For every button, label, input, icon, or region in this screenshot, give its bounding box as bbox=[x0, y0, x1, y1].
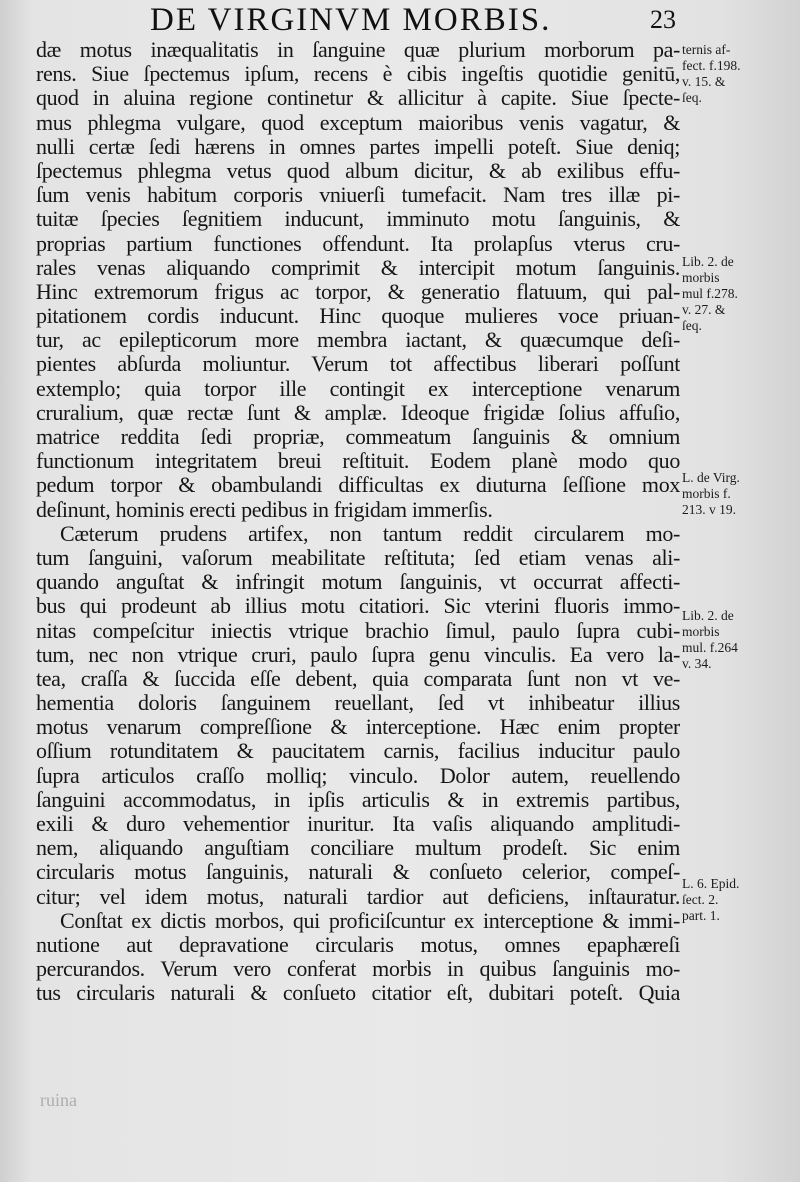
margin-note-line: v. 34. bbox=[682, 656, 712, 671]
margin-note bbox=[682, 42, 740, 106]
margin-note-line: Lib. 2. de bbox=[682, 254, 734, 269]
text-line: motus venarum compreſſione & interceptione. Hæc enim propter bbox=[36, 715, 680, 740]
margin-note-line: morbis f. bbox=[682, 486, 731, 501]
text-line: quod in aluina regione continetur & allicitur à capite. Siue ſpecte- bbox=[36, 86, 680, 111]
text-line: tum ſanguini, vaſorum meabilitate reſtituta; ſed etiam venas ali- bbox=[36, 545, 680, 570]
text-line: pitationem cordis inducunt. Hinc quoque mulieres voce priuan- bbox=[36, 304, 680, 329]
text-line: rens. Siue ſpectemus ipſum, recens è cibis ingeſtis quotidie genitū, bbox=[36, 62, 680, 87]
margin-note-line: v. 15. & bbox=[682, 74, 726, 89]
margin-note-line: morbis bbox=[682, 270, 720, 285]
margin-note-line: ternis af- bbox=[682, 42, 731, 57]
text-line: tus circularis naturali & conſueto citatior eſt, dubitari poteſt. Quia bbox=[36, 981, 680, 1006]
text-line: citur; vel idem motus, naturali tardior aut deficiens, inſtauratur. bbox=[36, 884, 680, 909]
text-line: cruralium, quæ rectæ ſunt & amplæ. Ideoque frigidæ ſolius affuſio, bbox=[36, 400, 680, 425]
text-line: ſum venis habitum corporis vniuerſi tumefacit. Nam tres illæ pi- bbox=[36, 183, 680, 208]
margin-note-line: part. 1. bbox=[682, 908, 720, 923]
margin-note-line: ſect. 2. bbox=[682, 892, 719, 907]
margin-note bbox=[682, 608, 738, 672]
margin-note-line: Lib. 2. de bbox=[682, 608, 734, 623]
text-line: tur, ac epilepticorum more membra iactant, & quæcumque deſi- bbox=[36, 328, 680, 353]
text-line: rales venas aliquando comprimit & intercipit motum ſanguinis. bbox=[36, 255, 680, 280]
text-line: oſſium rotunditatem & paucitatem carnis, facilius inducitur paulo bbox=[36, 739, 680, 764]
text-line: bus qui prodeunt ab illius motu citatiori. Sic vterini fluoris immo- bbox=[36, 594, 680, 619]
text-line: circularis motus ſanguinis, naturali & conſueto celerior, compeſ- bbox=[36, 860, 680, 885]
text-line: proprias partium functiones offendunt. Ita prolapſus vterus cru- bbox=[36, 231, 680, 256]
catchword: ruina bbox=[40, 1090, 77, 1110]
text-line: tea, craſſa & ſuccida eſſe debent, quia comparata ſunt non vt ve- bbox=[36, 666, 680, 691]
margin-note-line: L. de Virg. bbox=[682, 470, 740, 485]
text-line: tuitæ ſpecies ſegnitiem inducunt, imminuto motu ſanguinis, & bbox=[36, 207, 680, 232]
margin-note-line: v. 27. & bbox=[682, 302, 726, 317]
page-header bbox=[0, 0, 800, 40]
margin-note-line: 213. v 19. bbox=[682, 502, 736, 517]
text-line: matrice reddita ſedi propriæ, commeatum ſanguinis & omnium bbox=[36, 425, 680, 449]
text-line: Conſtat ex dictis morbos, qui proficiſcuntur ex interceptione & immi- bbox=[60, 908, 680, 933]
text-line: exili & duro vehementior inuritur. Ita vaſis aliquando amplitudi- bbox=[36, 812, 680, 836]
text-line: deſinunt, hominis erecti pedibus in frigidam immerſis. bbox=[36, 497, 493, 522]
margin-note bbox=[682, 876, 739, 924]
text-line: Cæterum prudens artifex, non tantum reddit circularem mo- bbox=[60, 521, 680, 546]
text-line: nutione aut depravatione circularis motus, omnes epaphæreſi bbox=[36, 932, 680, 957]
text-line: nitas compeſcitur iniectis vtrique brachio ſimul, paulo ſupra cubi- bbox=[36, 618, 680, 643]
text-line: percurandos. Verum vero conferat morbis in quibus ſanguinis mo- bbox=[36, 957, 680, 982]
text-line: pientes abſurda moliuntur. Verum tot affectibus liberari poſſunt bbox=[36, 352, 680, 377]
margin-note-line: ſeq. bbox=[682, 318, 702, 333]
margin-note-line: mul f.278. bbox=[682, 286, 738, 301]
text-line: hementia doloris ſanguinem reuellant, ſed vt inhibeatur illius bbox=[36, 691, 680, 716]
margin-note-line: fect. f.198. bbox=[682, 58, 741, 73]
margin-note-line: morbis bbox=[682, 624, 720, 639]
text-line: dæ motus inæqualitatis in ſanguine quæ plurium morborum pa- bbox=[36, 38, 680, 62]
text-line: nem, aliquando anguſtiam conciliare multum prodeſt. Sic enim bbox=[36, 836, 680, 861]
text-line: ſanguini accommodatus, in ipſis articulis & in extremis partibus, bbox=[36, 787, 680, 812]
text-line: nulli certæ ſedi hærens in omnes partes impelli poteſt. Siue deniq; bbox=[36, 134, 680, 159]
margin-note-line: mul. f.264 bbox=[682, 640, 738, 655]
margin-note bbox=[682, 470, 740, 518]
margin-note-line: L. 6. Epid. bbox=[682, 876, 740, 891]
text-line: mus phlegma vulgare, quod exceptum maioribus venis vagatur, & bbox=[36, 110, 680, 135]
text-line: ſupra articulos craſſo molliq; vinculo. Dolor autem, reuellendo bbox=[36, 763, 680, 788]
text-line: functionum integritatem breui reſtituit. Eodem planè modo quo bbox=[36, 449, 680, 474]
text-line: Hinc extremorum frigus ac torpor, & generatio flatuum, qui pal- bbox=[36, 279, 680, 304]
margin-note-line: ſeq. bbox=[682, 90, 702, 105]
main-text-block bbox=[36, 38, 680, 1006]
running-title: DE VIRGINVM MORBIS. bbox=[150, 2, 552, 38]
page-number: 23 bbox=[650, 5, 676, 34]
margin-note bbox=[682, 254, 738, 334]
text-line: tum, nec non vtrique cruri, paulo ſupra genu vinculis. Ea vero la- bbox=[36, 642, 680, 667]
text-line: extemplo; quia torpor ille contingit ex interceptione venarum bbox=[36, 376, 680, 401]
text-line: quando anguſtat & infringit motum ſanguinis, vt occurrat affecti- bbox=[36, 570, 680, 595]
text-line: ſpectemus phlegma vetus quod album dicitur, & ab exilibus effu- bbox=[36, 158, 680, 183]
text-line: pedum torpor & obambulandi difficultas ex diuturna ſeſſione mox bbox=[36, 473, 680, 498]
